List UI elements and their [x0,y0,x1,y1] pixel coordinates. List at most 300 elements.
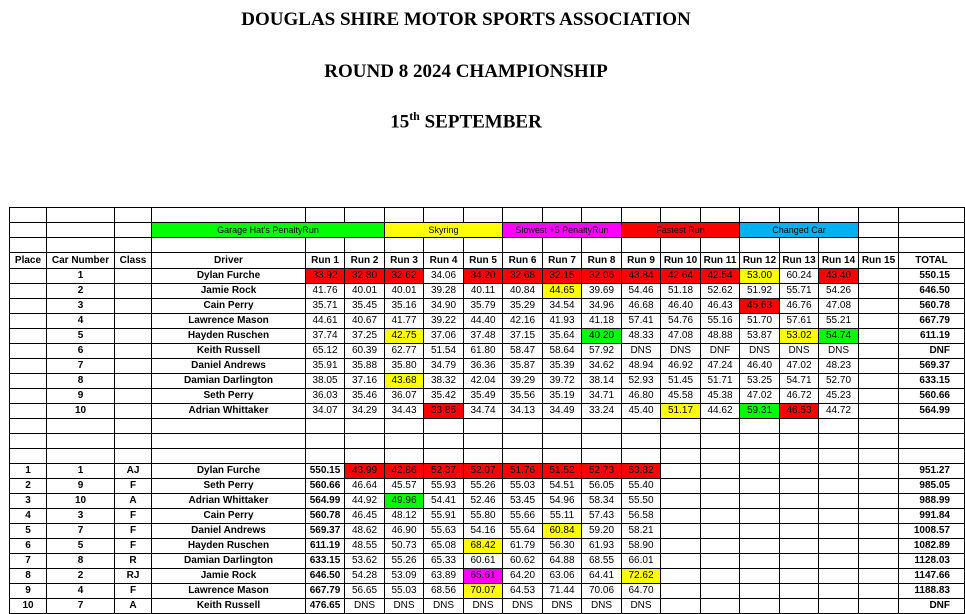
run-time: DNS [424,599,464,614]
run-time: 35.79 [464,299,503,314]
car-number-cell: 10 [47,404,115,419]
run-time: DNS [385,599,424,614]
run-time: DNS [740,344,780,359]
run-time: 34.90 [424,299,464,314]
run-time: 560.66 [306,479,345,494]
column-header: Run 9 [622,253,661,269]
run-time: 55.40 [622,479,661,494]
column-header: Run 11 [701,253,740,269]
run-time: 70.07 [464,584,503,599]
run-time: 50.73 [385,539,424,554]
run-time: 35.87 [503,359,543,374]
run-time: 54.76 [661,314,701,329]
column-header: TOTAL [899,253,965,269]
total-time: DNF [899,344,965,359]
run-time: 45.40 [622,404,661,419]
empty-cell [47,449,115,464]
run-time: 42.75 [385,329,424,344]
run-time: 36.07 [385,389,424,404]
empty-cell [899,238,965,253]
run-time: 51.70 [740,314,780,329]
empty-cell [582,238,622,253]
run-time: 59.31 [740,404,780,419]
table-row [10,389,965,404]
run-time: 53.45 [503,494,543,509]
empty-cell [859,554,899,569]
empty-cell [701,208,740,223]
run-time [859,374,899,389]
driver-name: Keith Russell [152,599,306,614]
run-time: 35.49 [464,389,503,404]
empty-cell [819,434,859,449]
run-time: 51.76 [503,464,543,479]
run-time: 51.52 [543,464,582,479]
empty-cell [622,208,661,223]
column-header: Run 12 [740,253,780,269]
car-number-cell: 9 [47,479,115,494]
class-cell: F [115,509,152,524]
place-cell [10,389,47,404]
empty-cell [424,449,464,464]
place-cell [10,404,47,419]
run-time: 60.39 [345,344,385,359]
run-time: 62.77 [385,344,424,359]
empty-cell [345,419,385,434]
run-time: 47.24 [701,359,740,374]
empty-cell [385,449,424,464]
run-time: 55.50 [622,494,661,509]
empty-cell [780,449,819,464]
class-cell: F [115,584,152,599]
empty-cell [47,208,115,223]
empty-row [10,449,965,464]
run-time: 46.40 [740,359,780,374]
empty-cell [859,599,899,614]
empty-cell [780,554,819,569]
empty-cell [780,569,819,584]
driver-name: Lawrence Mason [152,314,306,329]
run-time: 38.32 [424,374,464,389]
column-header: Class [115,253,152,269]
run-time: 53.82 [622,464,661,479]
run-time: 46.72 [780,389,819,404]
total-time: 560.66 [899,389,965,404]
run-time: 633.15 [306,554,345,569]
empty-cell [543,449,582,464]
column-header: Run 7 [543,253,582,269]
legend-fastest-run: Fastest Run [622,223,740,238]
empty-cell [622,449,661,464]
empty-cell [859,464,899,479]
empty-cell [740,464,780,479]
empty-cell [345,238,385,253]
driver-name: Jamie Rock [152,569,306,584]
run-time: 42.54 [701,269,740,284]
run-time: 35.45 [345,299,385,314]
empty-cell [701,509,740,524]
empty-cell [899,208,965,223]
empty-cell [464,208,503,223]
empty-cell [503,419,543,434]
table-row [10,494,965,509]
run-time: 40.01 [385,284,424,299]
run-time: 44.61 [306,314,345,329]
run-time: 57.61 [780,314,819,329]
empty-cell [899,434,965,449]
date-day: 15 [390,111,410,133]
run-time: 52.37 [424,464,464,479]
class-cell [115,314,152,329]
run-time: 34.43 [385,404,424,419]
empty-cell [780,599,819,614]
run-time: 39.69 [582,284,622,299]
driver-name: Dylan Furche [152,464,306,479]
run-time: 42.16 [503,314,543,329]
run-time: 46.92 [661,359,701,374]
column-header: Run 5 [464,253,503,269]
empty-cell [780,524,819,539]
class-cell: F [115,479,152,494]
run-time: 54.28 [345,569,385,584]
car-number-cell: 10 [47,494,115,509]
empty-cell [424,434,464,449]
empty-cell [740,509,780,524]
run-time: 60.61 [464,554,503,569]
legend-skyring: Skyring [385,223,503,238]
run-time: 47.02 [740,389,780,404]
empty-cell [740,419,780,434]
run-time: 34.13 [503,404,543,419]
empty-row [10,434,965,449]
empty-cell [306,434,345,449]
empty-cell [701,584,740,599]
run-time: 51.71 [701,374,740,389]
run-time: 65.33 [424,554,464,569]
run-time: 48.94 [622,359,661,374]
run-time [859,329,899,344]
place-cell [10,284,47,299]
place-cell: 4 [10,509,47,524]
run-time: 34.79 [424,359,464,374]
empty-cell [661,599,701,614]
run-time: 47.08 [819,299,859,314]
run-time: 60.24 [780,269,819,284]
place-cell: 1 [10,464,47,479]
run-time: 51.18 [661,284,701,299]
empty-cell [740,494,780,509]
run-time: 54.96 [543,494,582,509]
table-row [10,584,965,599]
empty-cell [115,238,152,253]
empty-cell [859,524,899,539]
results-table [9,207,965,614]
empty-cell [780,494,819,509]
class-cell: R [115,554,152,569]
empty-cell [661,509,701,524]
empty-cell [819,479,859,494]
empty-cell [780,464,819,479]
car-number-cell: 2 [47,569,115,584]
empty-cell [661,238,701,253]
empty-cell [10,208,47,223]
run-time: 54.46 [622,284,661,299]
run-time: DNS [503,599,543,614]
run-time: 564.99 [306,494,345,509]
run-time: DNS [582,599,622,614]
driver-name: Hayden Ruschen [152,329,306,344]
run-time: 56.05 [582,479,622,494]
empty-cell [661,569,701,584]
column-header: Run 13 [780,253,819,269]
run-time: 58.64 [543,344,582,359]
run-time: 43.99 [345,464,385,479]
empty-cell [115,208,152,223]
place-cell [10,344,47,359]
run-time: 40.67 [345,314,385,329]
empty-cell [780,539,819,554]
run-time: 52.73 [582,464,622,479]
run-time: 52.70 [819,374,859,389]
run-time: 54.74 [819,329,859,344]
empty-cell [503,238,543,253]
driver-name: Hayden Ruschen [152,539,306,554]
place-cell: 5 [10,524,47,539]
run-time: 61.79 [503,539,543,554]
empty-cell [115,223,152,238]
run-time: 40.84 [503,284,543,299]
car-number-cell: 4 [47,584,115,599]
run-time: 55.03 [503,479,543,494]
empty-cell [819,584,859,599]
run-time: 41.18 [582,314,622,329]
run-time: 68.42 [464,539,503,554]
run-time: 51.45 [661,374,701,389]
class-cell [115,404,152,419]
run-time: 56.30 [543,539,582,554]
run-time: DNF [701,344,740,359]
driver-name: Adrian Whittaker [152,494,306,509]
column-header: Run 6 [503,253,543,269]
run-time: 55.03 [385,584,424,599]
class-cell [115,389,152,404]
table-row [10,374,965,389]
run-time: 53.62 [345,554,385,569]
run-time [859,359,899,374]
empty-cell [582,434,622,449]
run-time: 34.07 [306,404,345,419]
run-time: 44.62 [701,404,740,419]
run-time [859,344,899,359]
place-cell [10,359,47,374]
run-time: 64.41 [582,569,622,584]
run-time: 46.68 [622,299,661,314]
run-time: 55.64 [503,524,543,539]
empty-cell [464,449,503,464]
table-row [10,569,965,584]
run-time: 54.41 [424,494,464,509]
run-time: 52.07 [464,464,503,479]
run-time: 53.00 [740,269,780,284]
place-cell [10,299,47,314]
run-time: 32.15 [543,269,582,284]
date-suffix: th [409,109,420,123]
empty-cell [543,208,582,223]
date-title [0,109,932,133]
run-time: 53.02 [780,329,819,344]
car-number-cell: 3 [47,509,115,524]
empty-cell [582,208,622,223]
run-time: 53.87 [740,329,780,344]
run-time: 34.54 [543,299,582,314]
total-time: 1128.03 [899,554,965,569]
empty-cell [780,208,819,223]
run-time: 32.62 [385,269,424,284]
run-time: 55.91 [424,509,464,524]
run-time: 34.20 [464,269,503,284]
run-time: 49.96 [385,494,424,509]
empty-cell [701,569,740,584]
empty-cell [661,434,701,449]
run-time: 42.86 [385,464,424,479]
run-time: 72.62 [622,569,661,584]
empty-cell [701,494,740,509]
run-time: 53.25 [740,374,780,389]
empty-cell [152,208,306,223]
run-time: 35.16 [385,299,424,314]
place-cell [10,269,47,284]
run-time: 35.91 [306,359,345,374]
run-time: 667.79 [306,584,345,599]
run-time: 57.92 [582,344,622,359]
car-number-cell: 4 [47,314,115,329]
place-cell: 6 [10,539,47,554]
empty-cell [661,479,701,494]
total-time: 985.05 [899,479,965,494]
table-row [10,524,965,539]
empty-cell [503,208,543,223]
date-month: SEPTEMBER [419,111,542,133]
legend-changed-car: Changed Car [740,223,859,238]
empty-cell [780,419,819,434]
total-time: 991.84 [899,509,965,524]
empty-cell [10,449,47,464]
run-time: 65.12 [306,344,345,359]
run-time: 34.49 [543,404,582,419]
total-time: 1082.89 [899,539,965,554]
empty-cell [899,223,965,238]
total-time: 667.79 [899,314,965,329]
run-time: 55.11 [543,509,582,524]
empty-cell [780,434,819,449]
driver-name: Damian Darlington [152,374,306,389]
empty-cell [47,238,115,253]
empty-cell [464,419,503,434]
empty-cell [115,449,152,464]
place-cell: 9 [10,584,47,599]
empty-cell [345,434,385,449]
run-time: 35.42 [424,389,464,404]
run-time: 35.19 [543,389,582,404]
run-time [859,314,899,329]
run-time: DNS [345,599,385,614]
empty-cell [740,434,780,449]
run-time: 33.92 [306,269,345,284]
empty-cell [740,479,780,494]
empty-cell [306,238,345,253]
run-time: 45.58 [661,389,701,404]
empty-cell [661,464,701,479]
run-time: DNS [464,599,503,614]
run-time: 55.16 [701,314,740,329]
run-time: 43.68 [385,374,424,389]
empty-cell [385,419,424,434]
empty-cell [424,208,464,223]
empty-cell [115,434,152,449]
empty-cell [464,238,503,253]
table-row [10,554,965,569]
class-cell [115,344,152,359]
run-time: 476.65 [306,599,345,614]
empty-cell [661,524,701,539]
run-time: 56.58 [622,509,661,524]
run-time: 38.14 [582,374,622,389]
place-cell: 8 [10,569,47,584]
run-time: 44.65 [543,284,582,299]
table-row [10,344,965,359]
empty-cell [701,434,740,449]
empty-cell [622,434,661,449]
run-time: 35.39 [543,359,582,374]
table-row [10,539,965,554]
run-time: 35.64 [543,329,582,344]
place-cell: 10 [10,599,47,614]
class-cell: F [115,524,152,539]
empty-cell [622,238,661,253]
header-row [10,253,965,269]
run-time: 58.21 [622,524,661,539]
run-time: 33.24 [582,404,622,419]
run-time: 37.25 [345,329,385,344]
run-time: 71.44 [543,584,582,599]
run-time: 560.78 [306,509,345,524]
car-number-cell: 2 [47,284,115,299]
total-time: 569.37 [899,359,965,374]
column-header: Run 2 [345,253,385,269]
empty-cell [740,238,780,253]
run-time: 70.06 [582,584,622,599]
table-row [10,599,965,614]
empty-cell [661,419,701,434]
column-header: Run 14 [819,253,859,269]
table-row [10,269,965,284]
car-number-cell: 7 [47,599,115,614]
empty-cell [859,419,899,434]
run-time: 46.76 [780,299,819,314]
run-time: 54.71 [780,374,819,389]
place-cell: 7 [10,554,47,569]
empty-cell [47,419,115,434]
run-time: 32.80 [345,269,385,284]
run-time: 40.11 [464,284,503,299]
empty-cell [701,419,740,434]
run-time: 55.71 [780,284,819,299]
run-time [859,404,899,419]
run-time: 52.46 [464,494,503,509]
place-cell [10,374,47,389]
empty-cell [859,238,899,253]
empty-cell [819,464,859,479]
empty-cell [701,524,740,539]
